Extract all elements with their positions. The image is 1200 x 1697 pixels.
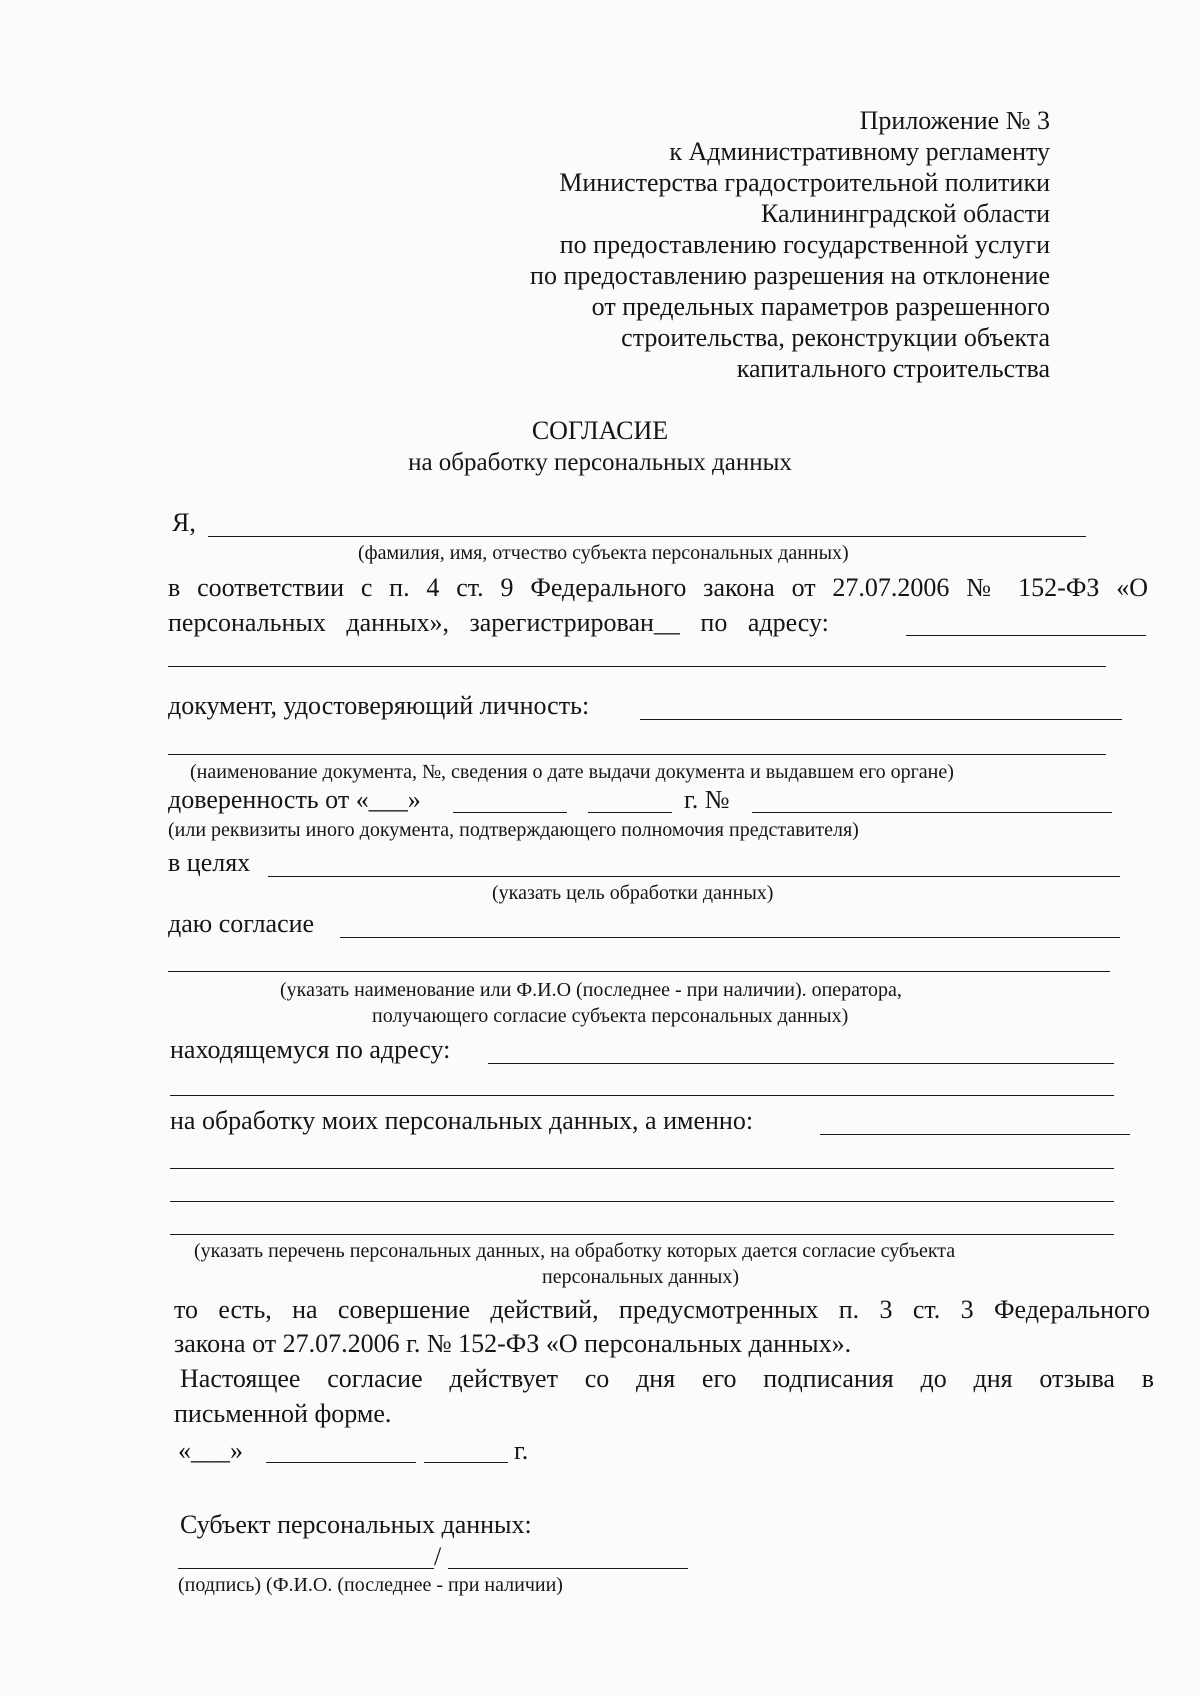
sign-date-day: «___» bbox=[178, 1436, 243, 1465]
header-line-2: к Административному регламенту bbox=[669, 137, 1050, 166]
id-doc-label: документ, удостоверяющий личность: bbox=[168, 691, 590, 720]
operator-address-line-1[interactable] bbox=[488, 1063, 1114, 1064]
validity-line-2: письменной форме. bbox=[174, 1399, 392, 1428]
ya-label: Я, bbox=[172, 508, 196, 537]
list-caption-2: персональных данных) bbox=[542, 1266, 740, 1288]
id-doc-input-line-2[interactable] bbox=[168, 754, 1106, 755]
header-line-4: Калининградской области bbox=[760, 199, 1050, 228]
operator-caption-1: (указать наименование или Ф.И.О (последнее - при наличии). оператора, bbox=[280, 979, 902, 1001]
purpose-input-line[interactable] bbox=[268, 876, 1120, 877]
header-line-3: Министерства градостроительной политики bbox=[559, 168, 1050, 197]
sign-date-month-line[interactable] bbox=[266, 1462, 416, 1463]
actions-line-2: закона от 27.07.2006 г. № 152-ФЗ «О персональных данных». bbox=[174, 1329, 852, 1358]
list-caption-1: (указать перечень персональных данных, на обработку которых дается согласие субъекта bbox=[194, 1240, 956, 1262]
subject-label: Субъект персональных данных: bbox=[180, 1510, 532, 1539]
header-line-6: по предоставлению разрешения на отклонение bbox=[530, 261, 1050, 290]
header-line-7: от предельных параметров разрешенного bbox=[591, 292, 1050, 321]
fio-input-line[interactable] bbox=[208, 536, 1086, 537]
signature-caption: (подпись) (Ф.И.О. (последнее - при наличии) bbox=[178, 1574, 563, 1596]
actions-line-1: то есть, на совершение действий, предусмотренных п. 3 ст. 3 Федерального bbox=[174, 1295, 1150, 1324]
header-line-5: по предоставлению государственной услуги bbox=[559, 230, 1050, 259]
fio-caption: (фамилия, имя, отчество субъекта персональных данных) bbox=[358, 542, 849, 564]
processing-list-line-4[interactable] bbox=[170, 1234, 1114, 1235]
signature-line[interactable] bbox=[178, 1568, 434, 1569]
processing-list-line-1[interactable] bbox=[820, 1134, 1130, 1135]
operator-address-line-2[interactable] bbox=[170, 1095, 1114, 1096]
processing-list-line-3[interactable] bbox=[170, 1201, 1114, 1202]
poa-number-line[interactable] bbox=[752, 812, 1112, 813]
signature-fio-line[interactable] bbox=[448, 1568, 688, 1569]
header-line-1: Приложение № 3 bbox=[859, 106, 1050, 135]
poa-caption: (или реквизиты иного документа, подтверждающего полномочия представителя) bbox=[168, 819, 859, 841]
operator-input-line-2[interactable] bbox=[168, 971, 1110, 972]
operator-input-line-1[interactable] bbox=[340, 937, 1120, 938]
address-input-line-2[interactable] bbox=[168, 666, 1106, 667]
purpose-label: в целях bbox=[168, 848, 251, 877]
poa-month-line[interactable] bbox=[453, 812, 567, 813]
law-line-2: персональных данных», зарегистрирован__ по адресу: bbox=[168, 608, 829, 637]
purpose-caption: (указать цель обработки данных) bbox=[492, 882, 774, 904]
operator-address-label: находящемуся по адресу: bbox=[170, 1035, 451, 1064]
consent-label: даю согласие bbox=[168, 909, 315, 938]
poa-year-line[interactable] bbox=[588, 812, 672, 813]
law-line-1: в соответствии с п. 4 ст. 9 Федерального закона от 27.07.2006 № 152-ФЗ «О bbox=[168, 573, 1148, 602]
document-subtitle: на обработку персональных данных bbox=[408, 449, 792, 476]
header-line-8: строительства, реконструкции объекта bbox=[621, 323, 1050, 352]
validity-line-1: Настоящее согласие действует со дня его подписания до дня отзыва в bbox=[180, 1364, 1154, 1393]
processing-list-line-2[interactable] bbox=[170, 1168, 1114, 1169]
sign-date-year-label: г. bbox=[514, 1436, 529, 1465]
poa-label: доверенность от «___» bbox=[168, 785, 421, 814]
id-doc-caption: (наименование документа, №, сведения о дате выдачи документа и выдавшем его органе) bbox=[190, 761, 954, 783]
signature-separator: / bbox=[434, 1542, 442, 1571]
address-input-line-1[interactable] bbox=[906, 635, 1146, 636]
poa-number-label: г. № bbox=[684, 785, 730, 814]
id-doc-input-line-1[interactable] bbox=[640, 719, 1122, 720]
operator-caption-2: получающего согласие субъекта персональных данных) bbox=[372, 1005, 849, 1027]
sign-date-year-line[interactable] bbox=[424, 1462, 508, 1463]
header-line-9: капитального строительства bbox=[736, 354, 1050, 383]
document-title: СОГЛАСИЕ bbox=[531, 416, 669, 445]
processing-label: на обработку моих персональных данных, а именно: bbox=[170, 1106, 754, 1135]
